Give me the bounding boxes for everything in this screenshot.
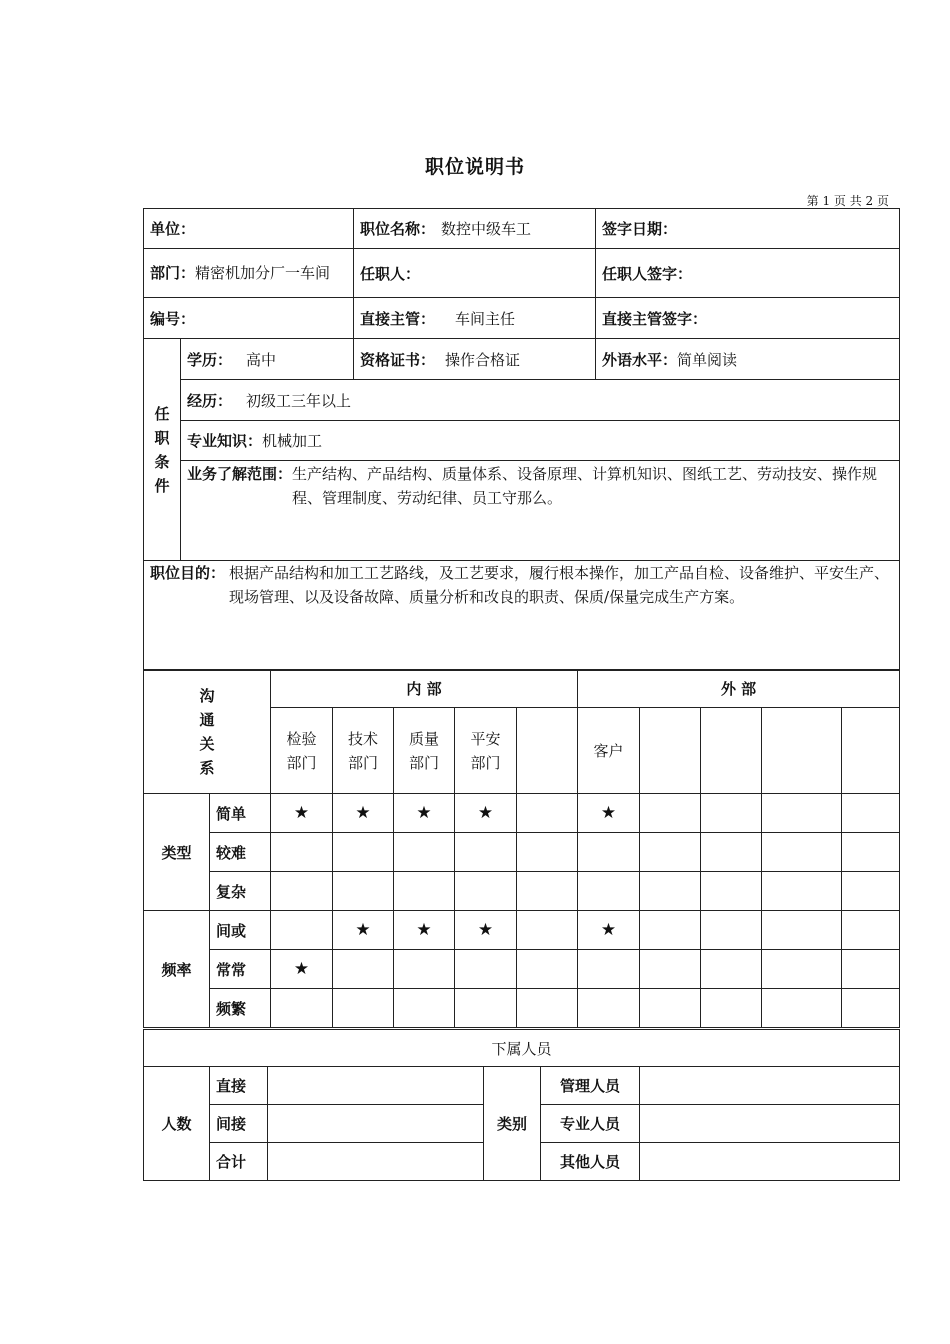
matrix-cell bbox=[271, 872, 333, 911]
scope-label: 业务了解范围： bbox=[187, 465, 293, 483]
count-label: 人数 bbox=[144, 1067, 210, 1181]
dept-label: 部门： bbox=[150, 264, 196, 282]
matrix-cell bbox=[394, 833, 455, 872]
matrix-cell bbox=[333, 950, 394, 989]
matrix-cell bbox=[842, 911, 900, 950]
holder-sign-label: 任职人签字： bbox=[602, 264, 693, 283]
matrix-cell bbox=[640, 989, 701, 1028]
matrix-cell bbox=[578, 989, 640, 1028]
number-cell bbox=[144, 298, 354, 339]
supervisor-sign-label: 直接主管签字： bbox=[602, 309, 708, 328]
dept-cell bbox=[144, 249, 354, 298]
matrix-cell bbox=[701, 989, 762, 1028]
matrix-row-label: 较难 bbox=[210, 833, 271, 872]
internal-dept-3 bbox=[394, 708, 455, 794]
language-cell bbox=[596, 339, 900, 380]
star-mark: ★ bbox=[455, 911, 517, 950]
star-mark: ★ bbox=[333, 794, 394, 833]
matrix-row-label: 简单 bbox=[210, 794, 271, 833]
position-name-label: 职位名称： bbox=[360, 220, 436, 238]
matrix-cell bbox=[333, 833, 394, 872]
external-dept-2 bbox=[640, 708, 701, 794]
count-indirect-value bbox=[268, 1105, 484, 1143]
count-total-value bbox=[268, 1143, 484, 1181]
category-row-other: 其他人员 bbox=[541, 1143, 640, 1181]
matrix-cell bbox=[578, 833, 640, 872]
matrix-cell bbox=[455, 872, 517, 911]
category-row-professional: 专业人员 bbox=[541, 1105, 640, 1143]
category-row-management: 管理人员 bbox=[541, 1067, 640, 1105]
cert-value: 操作合格证 bbox=[445, 350, 521, 369]
matrix-cell bbox=[455, 950, 517, 989]
matrix-cell bbox=[640, 794, 701, 833]
number-label: 编号： bbox=[150, 309, 196, 328]
matrix-row-label: 常常 bbox=[210, 950, 271, 989]
matrix-row-label: 复杂 bbox=[210, 872, 271, 911]
subordinates-table bbox=[143, 1029, 900, 1181]
holder-cell bbox=[354, 249, 596, 298]
internal-dept-1 bbox=[271, 708, 333, 794]
matrix-row-label: 频繁 bbox=[210, 989, 271, 1028]
page-title: 职位说明书 bbox=[424, 156, 525, 178]
matrix-cell bbox=[842, 950, 900, 989]
requirements-vertical-text: 任 职 条 件 bbox=[154, 404, 170, 495]
sign-date-label: 签字日期： bbox=[602, 220, 678, 238]
external-dept-1 bbox=[578, 708, 640, 794]
star-mark: ★ bbox=[271, 794, 333, 833]
category-other-value bbox=[640, 1143, 900, 1181]
matrix-cell bbox=[640, 872, 701, 911]
matrix-cell bbox=[517, 989, 578, 1028]
purpose-text: 根据产品结构和加工工艺路线，及工艺要求，履行根本操作，加工产品自检、设备维护、平安生产、现场管理、以及设备故障、质量分析和改良的职责、保质/保量完成生产方案。 bbox=[229, 564, 890, 606]
internal-dept-4 bbox=[455, 708, 517, 794]
matrix-row-label: 间或 bbox=[210, 911, 271, 950]
matrix-cell bbox=[762, 794, 842, 833]
star-mark: ★ bbox=[333, 911, 394, 950]
experience-label: 经历： bbox=[187, 391, 233, 410]
matrix-cell bbox=[517, 950, 578, 989]
matrix-cell bbox=[271, 833, 333, 872]
matrix-cell bbox=[578, 950, 640, 989]
matrix-cell bbox=[517, 794, 578, 833]
matrix-cell bbox=[517, 833, 578, 872]
knowledge-label: 专业知识： bbox=[187, 432, 263, 450]
matrix-cell bbox=[640, 911, 701, 950]
matrix-cell bbox=[394, 872, 455, 911]
communication-label-cell bbox=[144, 670, 271, 794]
matrix-cell bbox=[842, 833, 900, 872]
matrix-cell bbox=[842, 794, 900, 833]
supervisor-cell bbox=[354, 298, 596, 339]
matrix-cell bbox=[701, 833, 762, 872]
scope-cell bbox=[181, 461, 900, 561]
external-dept-5 bbox=[842, 708, 900, 794]
education-cell bbox=[181, 339, 354, 380]
supervisor-value: 车间主任 bbox=[455, 309, 516, 328]
internal-header: 内 部 bbox=[271, 670, 578, 708]
unit-cell bbox=[144, 209, 354, 249]
matrix-cell bbox=[333, 872, 394, 911]
dept-value: 精密机加分厂一车间 bbox=[195, 264, 331, 282]
cert-label: 资格证书： bbox=[360, 350, 436, 369]
requirements-section-label bbox=[144, 339, 181, 561]
matrix-cell bbox=[762, 950, 842, 989]
matrix-cell bbox=[701, 911, 762, 950]
experience-cell bbox=[181, 380, 900, 421]
language-value: 简单阅读 bbox=[677, 350, 738, 369]
count-direct-value bbox=[268, 1067, 484, 1105]
category-professional-value bbox=[640, 1105, 900, 1143]
star-mark: ★ bbox=[578, 794, 640, 833]
matrix-cell bbox=[271, 989, 333, 1028]
scope-value: 生产结构、产品结构、质量体系、设备原理、计算机知识、图纸工艺、劳动技安、操作规程、管理制度、劳动纪律、员工守那么。 bbox=[292, 465, 878, 507]
dept-name: 客户 bbox=[593, 741, 624, 760]
purpose-cell bbox=[144, 561, 900, 671]
matrix-cell bbox=[701, 794, 762, 833]
position-name-cell bbox=[354, 209, 596, 249]
cert-cell bbox=[354, 339, 596, 380]
matrix-cell bbox=[762, 989, 842, 1028]
matrix-cell bbox=[455, 833, 517, 872]
star-mark: ★ bbox=[271, 950, 333, 989]
communication-matrix bbox=[144, 794, 900, 1028]
position-name-value: 数控中级车工 bbox=[441, 220, 532, 238]
matrix-cell bbox=[271, 911, 333, 950]
matrix-cell bbox=[762, 872, 842, 911]
communication-vertical-text: 沟 通 关 系 bbox=[199, 686, 215, 777]
experience-value: 初级工三年以上 bbox=[246, 391, 352, 410]
dept-name: 检验部门 bbox=[286, 729, 317, 772]
matrix-group-label: 频率 bbox=[144, 911, 210, 1028]
count-row-direct: 直接 bbox=[210, 1067, 268, 1105]
matrix-cell bbox=[842, 872, 900, 911]
holder-label: 任职人： bbox=[360, 264, 421, 283]
matrix-group-label: 类型 bbox=[144, 794, 210, 911]
matrix-cell bbox=[517, 872, 578, 911]
education-label: 学历： bbox=[187, 350, 233, 369]
communication-table bbox=[143, 669, 900, 1028]
matrix-cell bbox=[578, 872, 640, 911]
unit-label: 单位： bbox=[150, 220, 196, 238]
knowledge-cell bbox=[181, 421, 900, 461]
education-value: 高中 bbox=[246, 350, 277, 369]
matrix-cell bbox=[640, 950, 701, 989]
subordinates-title: 下属人员 bbox=[144, 1030, 900, 1067]
star-mark: ★ bbox=[394, 794, 455, 833]
matrix-cell bbox=[842, 989, 900, 1028]
count-row-indirect: 间接 bbox=[210, 1105, 268, 1143]
dept-name: 技术部门 bbox=[348, 729, 379, 772]
matrix-cell bbox=[455, 989, 517, 1028]
matrix-cell bbox=[701, 872, 762, 911]
count-row-total: 合计 bbox=[210, 1143, 268, 1181]
holder-sign-cell bbox=[596, 249, 900, 298]
dept-name: 质量部门 bbox=[409, 729, 440, 772]
job-form-table bbox=[143, 208, 900, 671]
matrix-cell bbox=[394, 950, 455, 989]
sign-date-cell bbox=[596, 209, 900, 249]
matrix-cell bbox=[762, 833, 842, 872]
matrix-cell bbox=[333, 989, 394, 1028]
knowledge-value: 机械加工 bbox=[262, 432, 323, 450]
star-mark: ★ bbox=[578, 911, 640, 950]
language-label: 外语水平： bbox=[602, 350, 678, 369]
supervisor-sign-cell bbox=[596, 298, 900, 339]
external-header: 外 部 bbox=[578, 670, 900, 708]
star-mark: ★ bbox=[455, 794, 517, 833]
matrix-cell bbox=[394, 989, 455, 1028]
matrix-cell bbox=[762, 911, 842, 950]
external-dept-3 bbox=[701, 708, 762, 794]
external-dept-4 bbox=[762, 708, 842, 794]
matrix-cell bbox=[517, 911, 578, 950]
page-info: 第 1 页 共 2 页 bbox=[806, 194, 889, 208]
star-mark: ★ bbox=[394, 911, 455, 950]
internal-dept-5 bbox=[517, 708, 578, 794]
purpose-label: 职位目的： bbox=[150, 564, 226, 582]
category-label: 类别 bbox=[484, 1067, 541, 1181]
category-management-value bbox=[640, 1067, 900, 1105]
supervisor-label: 直接主管： bbox=[360, 309, 436, 328]
internal-dept-2 bbox=[333, 708, 394, 794]
dept-name: 平安部门 bbox=[470, 729, 501, 772]
matrix-cell bbox=[640, 833, 701, 872]
matrix-cell bbox=[701, 950, 762, 989]
